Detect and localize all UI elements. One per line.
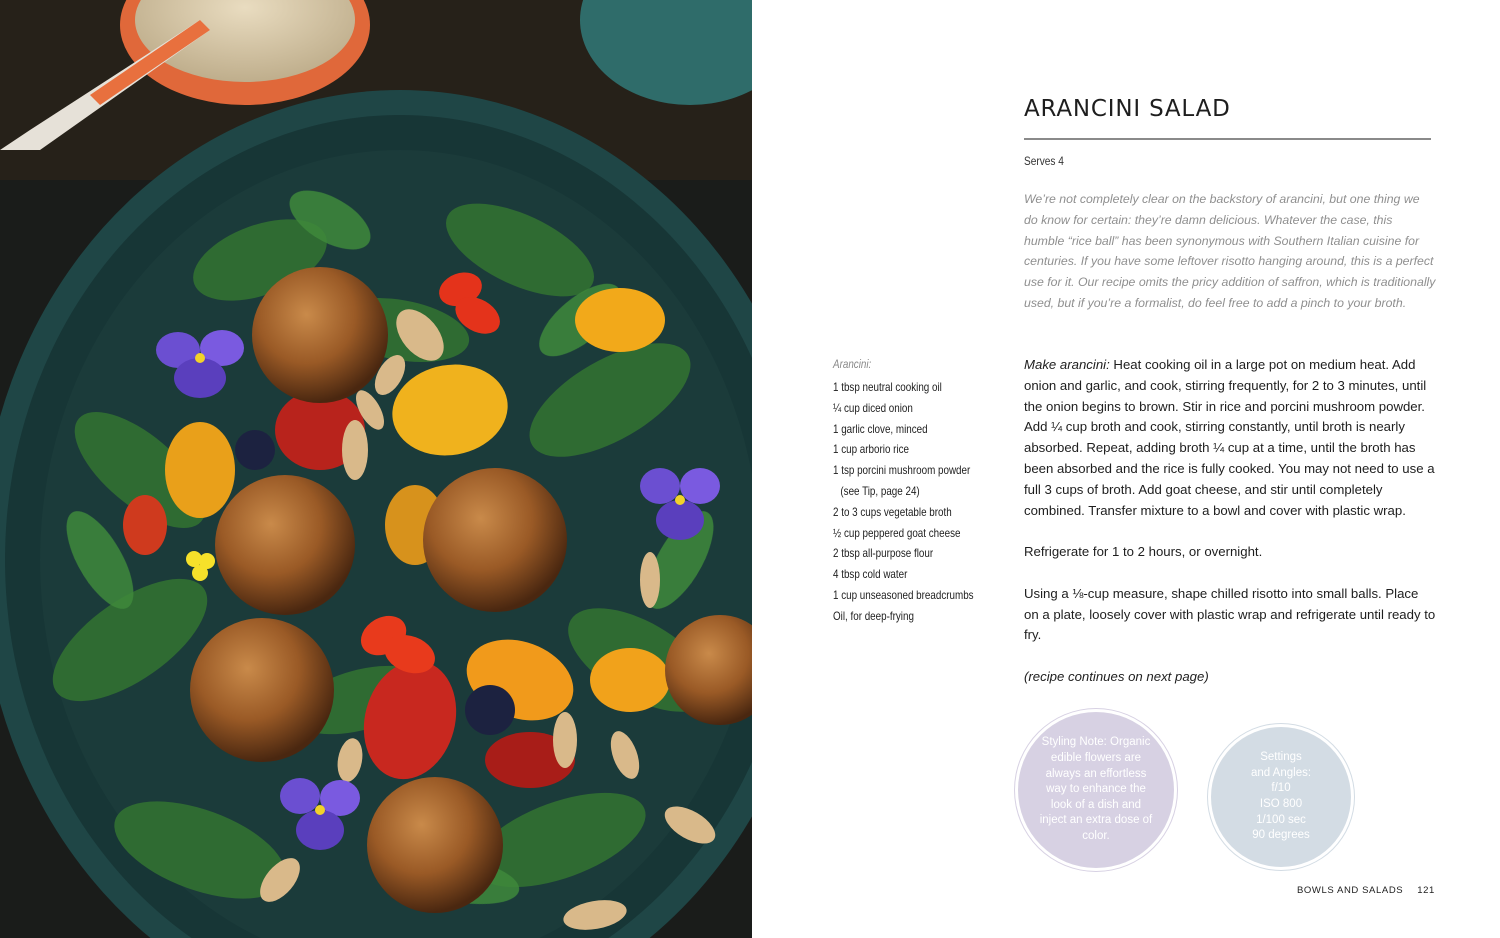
method-step-1 [1024, 355, 1436, 521]
settings-line: Settings [1260, 751, 1302, 764]
settings-line: 90 degrees [1252, 829, 1310, 842]
page-number: 121 [1417, 885, 1435, 896]
ingredient-item: Oil, for deep-frying [833, 608, 914, 623]
serves-count: Serves 4 [1024, 156, 1064, 168]
styling-note-circle [1018, 712, 1174, 868]
method-step-2: Refrigerate for 1 to 2 hours, or overnight. [1024, 544, 1263, 560]
styling-note-text: Styling Note: Organic edible flowers are always an effortless way to enhance the look of a dish and inject an extra dose of color. [1039, 736, 1153, 842]
page-footer [1297, 885, 1435, 896]
title-divider [1024, 138, 1431, 140]
ingredient-item: 1 cup unseasoned breadcrumbs [833, 587, 974, 602]
ingredient-item: 2 to 3 cups vegetable broth [833, 504, 952, 519]
settings-line: ISO 800 [1259, 798, 1303, 810]
ingredient-item: (see Tip, page 24) [840, 483, 920, 498]
section-name: BOWLS AND SALADS [1297, 885, 1404, 896]
ingredient-item: ¼ cup diced onion [833, 400, 913, 415]
settings-line: 1/100 sec [1256, 813, 1306, 826]
ingredient-item: 1 tbsp neutral cooking oil [833, 380, 942, 394]
ingredient-item: 1 tsp porcini mushroom powder [833, 463, 971, 478]
recipe-intro: We’re not completely clear on the backstory of arancini, but one thing we do know for certain: they’re damn delicious. Whatever the case, this humble “rice ball” has been synonymous with Southern Italian cuisine for centuries. If you have some leftover risotto hanging around, this is a perfect use for it. Our recipe omits the pricy addition of saffron, which is traditionally used, but if you’re a formalist, do feel free to add a pinch to your broth. [1024, 192, 1436, 310]
recipe-title: ARANCINI SALAD [1024, 96, 1231, 122]
method-step-1-body: Heat cooking oil in a large pot on medium heat. Add onion and garlic, and cook, stirring frequently, for 2 to 3 minutes, until the onion begins to brown. Stir in rice and porcini mushroom powder. Add ¼ cup broth and cook, stirring constantly, until broth is nearly absorbed. Repeat, adding broth ¼ cup at a time, until the broth has been absorbed and the rice is fully cooked. You may not need to use a full 3 cups of broth. Add goat cheese, and stir until completely combined. Transfer mixture to a bowl and cover with plastic wrap. [1024, 357, 1435, 518]
ingredients-heading: Arancini: [833, 357, 872, 371]
ingredient-item: 2 tbsp all-purpose flour [833, 546, 934, 561]
method-step-1-lead: Make arancini: [1024, 357, 1110, 372]
settings-line: f/10 [1271, 782, 1291, 795]
settings-note-circle [1211, 727, 1351, 867]
method-step-3: Using a ⅛-cup measure, shape chilled risotto into small balls. Place on a plate, loosely cover with plastic wrap and refrigerate until ready to fry. [1024, 585, 1436, 643]
ingredient-item: ½ cup peppered goat cheese [833, 525, 961, 540]
continues-note: (recipe continues on next page) [1024, 668, 1209, 684]
ingredient-item: 1 cup arborio rice [833, 442, 910, 457]
settings-note-text [1231, 750, 1331, 844]
ingredients-list [833, 377, 974, 627]
settings-line: and Angles: [1250, 766, 1312, 779]
ingredient-item: 1 garlic clove, minced [833, 421, 928, 436]
recipe-page [752, 0, 1500, 938]
ingredient-item: 4 tbsp cold water [833, 567, 908, 582]
method-text [1024, 355, 1436, 709]
